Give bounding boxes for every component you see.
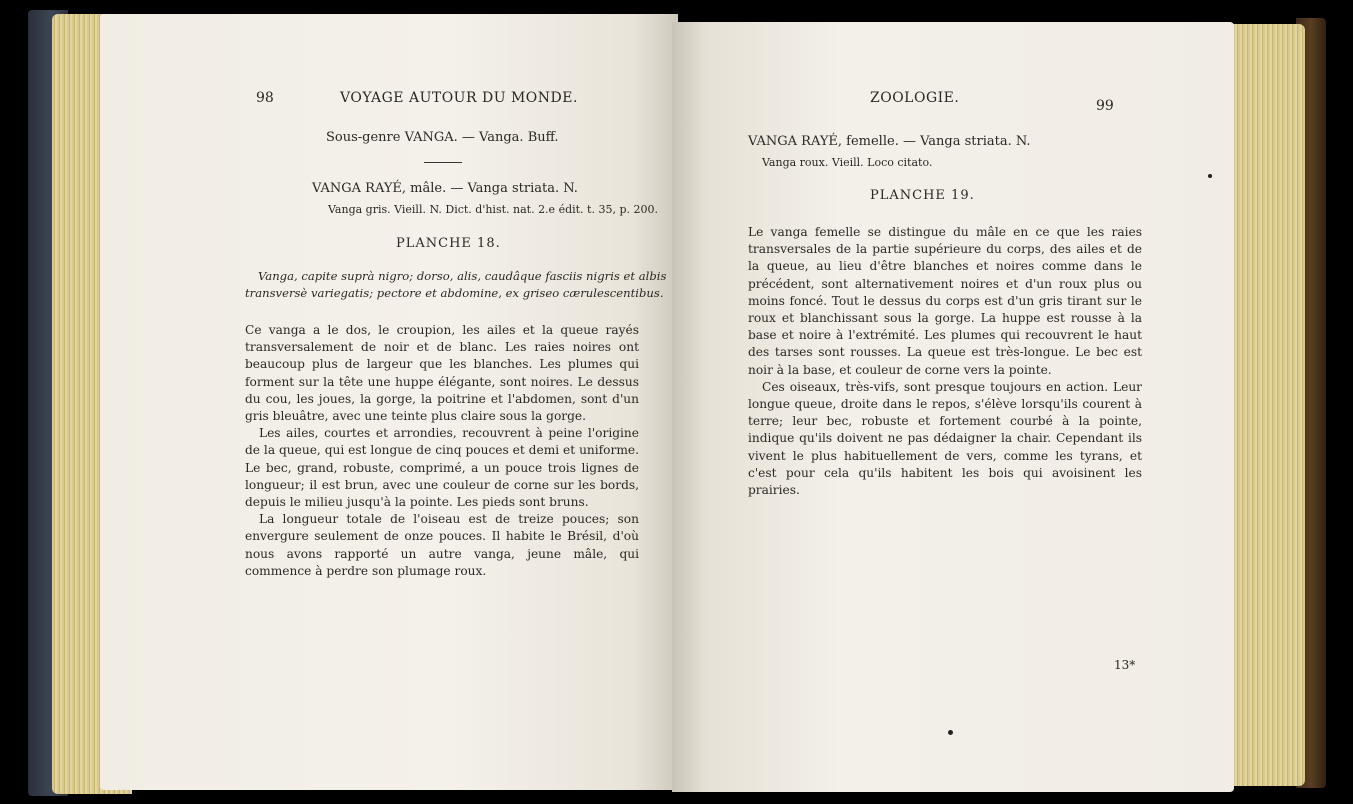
right-paragraph-2: Ces oiseaux, très-vifs, sont presque toujours en action. Leur longue queue, droite dans le repos, s'élève lorsqu'ils courent à terre; leur bec, robuste et fortement courbé à la pointe, indique qu'ils doivent ne pas dédaigner la chair. Cependant ils vivent le plus habituellement de vers, comme les tyrans, et c'est pour cela qu'ils habitent les bois qui avoisinent les prairies.	[748, 379, 1142, 498]
page-edges-right	[1225, 24, 1305, 786]
right-page-number: 99	[1096, 98, 1114, 114]
left-body-text	[245, 322, 639, 580]
right-paragraph-1: Le vanga femelle se distingue du mâle en ce que les raies transversales de la partie supérieure du corps, des ailes et de la queue, au lieu d'être blanches et noires comme dans le précédent, sont alternativement noires et d'un roux plus ou moins foncé. Tout le dessus du corps est d'un gris tirant sur le roux et blanchissant sous la gorge. La huppe est rousse à la base et noire à l'extrémité. Les plumes qui recouvrent le haut des tarses sont rousses. La queue est très-longue. Le bec est noir à la base, et couleur de corne vers la pointe.	[748, 225, 1142, 377]
plate-19-label: PLANCHE 19.	[870, 188, 975, 203]
divider-rule	[424, 162, 462, 163]
latin-description-line-2: transversè variegatis; pectore et abdomine, ex griseo cærulescentibus.	[245, 286, 664, 300]
left-paragraph-1: Ce vanga a le dos, le croupion, les ailes et la queue rayés transversalement de noir et de blanc. Les raies noires ont beaucoup plus de largeur que les blanches. Les plumes qui forment sur la tête une huppe élégante, sont noires. Le dessus du cou, les joues, la gorge, la poitrine et l'abdomen, sont d'un gris bleuâtre, avec une teinte plus claire sous la gorge.	[245, 323, 639, 424]
left-paragraph-2: Les ailes, courtes et arrondies, recouvrent à peine l'origine de la queue, qui est longue de cinq pouces et demi et uniforme. Le bec, grand, robuste, comprimé, a un pouce trois lignes de longueur; il est brun, avec une couleur de corne sur les bords, depuis le milieu jusqu'à la pointe. Les pieds sont bruns.	[245, 426, 639, 510]
plate-18-label: PLANCHE 18.	[396, 236, 501, 251]
synonym-male: Vanga gris. Vieill. N. Dict. d'hist. nat. 2.e édit. t. 35, p. 200.	[328, 203, 658, 216]
synonym-female: Vanga roux. Vieill. Loco citato.	[762, 156, 933, 169]
species-title-female: VANGA RAYÉ, femelle. — Vanga striata. N.	[748, 134, 1031, 149]
latin-description-line-1: Vanga, capite suprà nigro; dorso, alis, caudâque fasciis nigris et albis	[258, 269, 667, 283]
right-running-head: ZOOLOGIE.	[870, 90, 960, 106]
subgenus-heading: Sous-genre VANGA. — Vanga. Buff.	[326, 130, 559, 145]
left-page-number: 98	[256, 90, 274, 106]
left-running-head: VOYAGE AUTOUR DU MONDE.	[340, 90, 578, 106]
species-title-male: VANGA RAYÉ, mâle. — Vanga striata. N.	[312, 181, 578, 196]
ink-spot	[1208, 174, 1212, 178]
right-body-text	[748, 224, 1142, 499]
left-paragraph-3: La longueur totale de l'oiseau est de treize pouces; son envergure seulement de onze pouces. Il habite le Brésil, d'où nous avons rapporté un autre vanga, jeune mâle, qui commence à perdre son plumage roux.	[245, 512, 639, 578]
signature-mark: 13*	[1114, 658, 1136, 672]
ink-spot	[948, 730, 953, 735]
